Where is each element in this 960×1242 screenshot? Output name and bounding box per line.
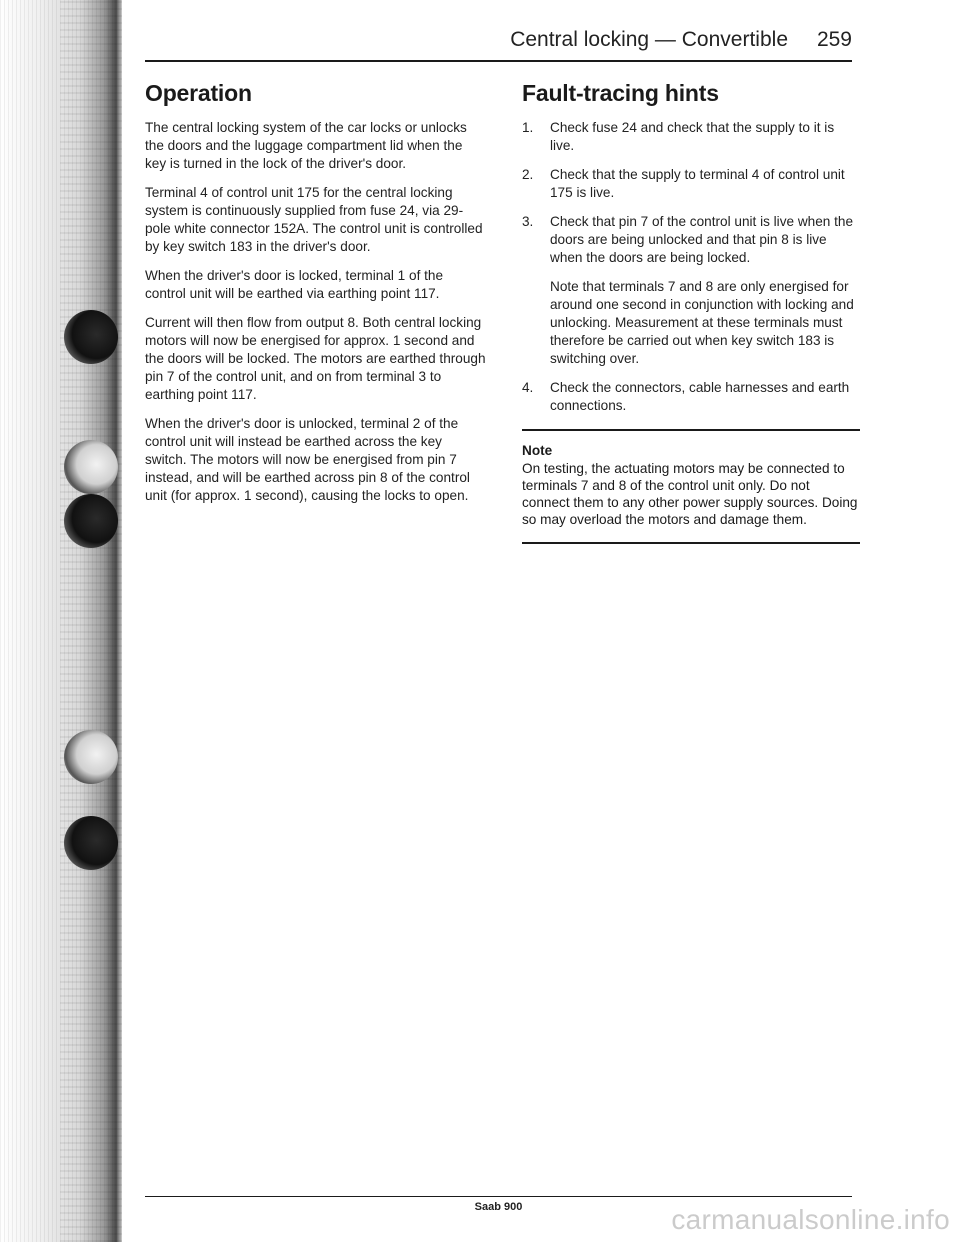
punch-hole-3 bbox=[64, 494, 118, 548]
footer-label: Saab 900 bbox=[474, 1201, 523, 1213]
step-number: 1. bbox=[522, 120, 534, 135]
step-text: Check fuse 24 and check that the supply to it is live. bbox=[550, 120, 835, 153]
note-text: On testing, the actuating motors may be connected to terminals 7 and 8 of the control unit only. Do not connect them to any other power supply sources. Doing so may overload the motors and damage them. bbox=[522, 461, 858, 527]
fault-tracing-heading: Fault-tracing hints bbox=[522, 80, 719, 106]
step-item bbox=[522, 119, 860, 155]
fault-tracing-steps-continued bbox=[522, 379, 860, 415]
step-3-note: Note that terminals 7 and 8 are only energised for around one second in conjunction with locking and unlocking. Measurement at these terminals must therefore be carried out when key switch 183 is switching over. bbox=[550, 279, 854, 366]
header-title: Central locking — Convertible bbox=[510, 28, 788, 51]
page-number: 259 bbox=[816, 28, 852, 51]
page-footer bbox=[145, 1196, 852, 1213]
punch-hole-1 bbox=[64, 310, 118, 364]
operation-paragraph-4: Current will then flow from output 8. Both central locking motors will now be energised for approx. 1 second and the doors will be locked. The motors are earthed through pin 7 of the control unit, and on from terminal 3 to earthing point 117. bbox=[145, 315, 486, 402]
step-text: Check that the supply to terminal 4 of control unit 175 is live. bbox=[550, 167, 845, 200]
punch-hole-2 bbox=[64, 440, 118, 494]
step-item bbox=[522, 166, 860, 202]
operation-paragraph-5: When the driver's door is unlocked, terminal 2 of the control unit will instead be earthed across the key switch. The motors will now be energised from pin 7 instead, and will be earthed across pin 8 of the control unit (for approx. 1 second), causing the locks to open. bbox=[145, 416, 470, 503]
watermark: carmanualsonline.info bbox=[671, 1204, 950, 1235]
step-number: 4. bbox=[522, 380, 534, 395]
operation-paragraph-1: The central locking system of the car locks or unlocks the doors and the luggage compartment lid when the key is turned in the lock of the driver's door. bbox=[145, 120, 467, 171]
operation-section bbox=[145, 80, 487, 516]
fault-tracing-section bbox=[522, 80, 860, 544]
fault-tracing-steps bbox=[522, 119, 860, 267]
page-header bbox=[145, 26, 852, 62]
step-item bbox=[522, 379, 860, 415]
step-number: 2. bbox=[522, 167, 534, 182]
note-title: Note bbox=[522, 443, 553, 458]
operation-heading: Operation bbox=[145, 80, 252, 106]
note-box bbox=[522, 429, 860, 544]
punch-hole-5 bbox=[64, 816, 118, 870]
step-number: 3. bbox=[522, 214, 534, 229]
step-text: Check that pin 7 of the control unit is live when the doors are being unlocked and that pin 8 is live when the doors are being locked. bbox=[550, 214, 854, 265]
punch-hole-4 bbox=[64, 730, 118, 784]
binding-texture bbox=[60, 0, 122, 1242]
step-item bbox=[522, 213, 860, 267]
step-text: Check the connectors, cable harnesses and earth connections. bbox=[550, 380, 850, 413]
operation-paragraph-2: Terminal 4 of control unit 175 for the central locking system is continuously supplied from fuse 24, via 29-pole white connector 152A. The control unit is controlled by key switch 183 in the driver's door. bbox=[145, 185, 483, 254]
operation-paragraph-3: When the driver's door is locked, terminal 1 of the control unit will be earthed via earthing point 117. bbox=[145, 268, 444, 301]
